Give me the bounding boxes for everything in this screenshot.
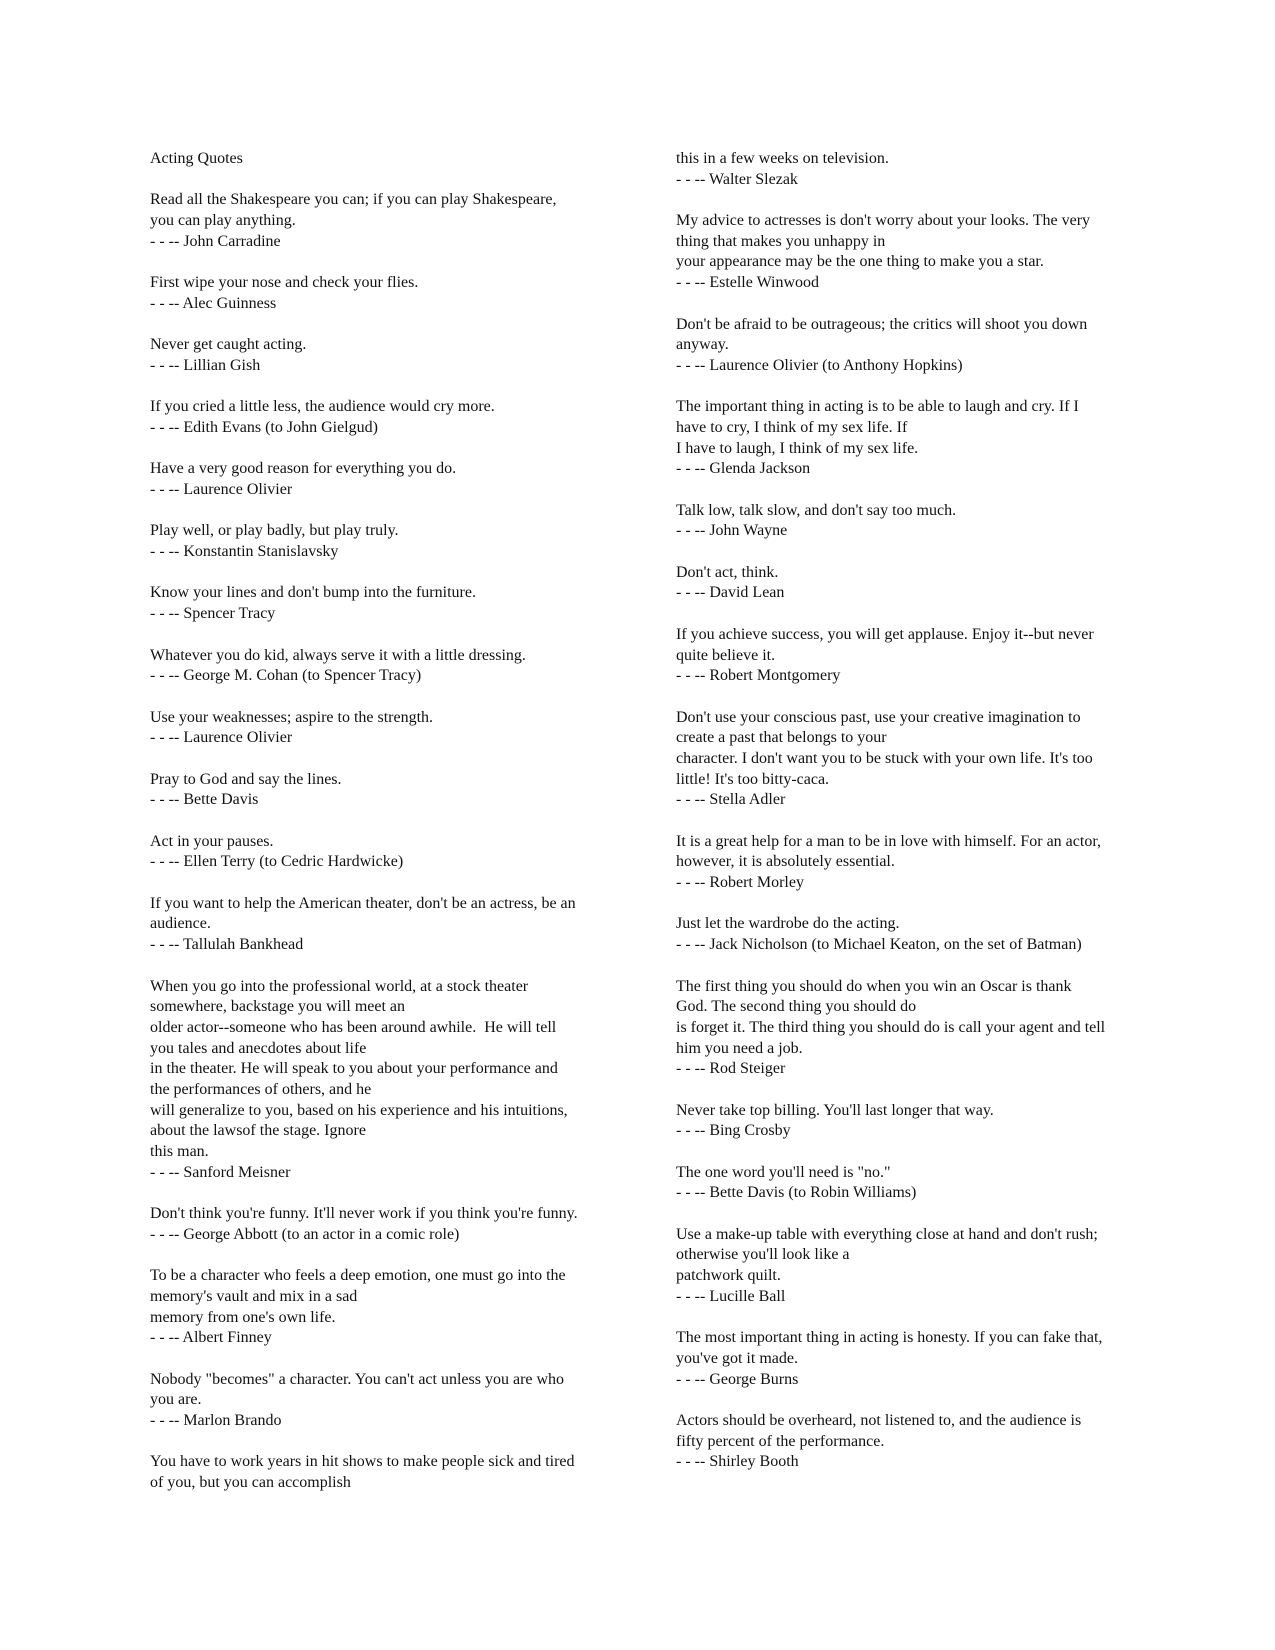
paragraph-gap xyxy=(676,604,1136,625)
quote-attribution: - - -- Robert Montgomery xyxy=(676,667,841,685)
paragraph-gap xyxy=(676,190,1136,211)
quote-block xyxy=(676,708,1136,811)
quote-text-line: will generalize to you, based on his experience and his intuitions, xyxy=(150,1101,568,1119)
quote-text-line: you tales and anecdotes about life xyxy=(150,1039,367,1057)
quote-text-line: Whatever you do kid, always serve it with a little dressing. xyxy=(150,646,526,664)
quote-block xyxy=(676,315,1136,377)
quote-block xyxy=(676,149,1136,190)
paragraph-gap xyxy=(150,377,610,398)
quote-text-line: My advice to actresses is don't worry about your looks. The very xyxy=(676,212,1091,230)
quote-text-line: The one word you'll need is "no." xyxy=(676,1163,891,1181)
paragraph-gap xyxy=(676,1204,1136,1225)
quote-attribution: - - -- Laurence Olivier (to Anthony Hopkins) xyxy=(676,356,963,374)
quote-text-line: First wipe your nose and check your flies. xyxy=(150,274,419,292)
quote-text-line: however, it is absolutely essential. xyxy=(676,853,895,871)
quote-attribution: - - -- Lucille Ball xyxy=(676,1287,786,1305)
paragraph-gap xyxy=(150,252,610,273)
quote-attribution: - - -- Bette Davis xyxy=(150,791,259,809)
paragraph-gap xyxy=(150,170,610,191)
quote-block xyxy=(676,397,1136,480)
paragraph-gap xyxy=(676,542,1136,563)
quote-block xyxy=(150,1370,610,1432)
quote-text-line: Act in your pauses. xyxy=(150,832,274,850)
quote-text-line: fifty percent of the performance. xyxy=(676,1432,885,1450)
paragraph-gap xyxy=(150,873,610,894)
paragraph-gap xyxy=(150,1349,610,1370)
quote-block xyxy=(676,977,1136,1080)
quote-text-line: this in a few weeks on television. xyxy=(676,150,889,167)
quote-attribution: - - -- Spencer Tracy xyxy=(150,605,276,623)
quote-text-line: Never take top billing. You'll last longer that way. xyxy=(676,1101,994,1119)
quote-text-line: create a past that belongs to your xyxy=(676,729,887,747)
quote-text-line: The most important thing in acting is honesty. If you can fake that, xyxy=(676,1329,1103,1347)
quote-block xyxy=(150,190,610,252)
quote-text-line: The first thing you should do when you win an Oscar is thank xyxy=(676,977,1072,995)
quote-attribution: - - -- Laurence Olivier xyxy=(150,729,293,747)
quote-text-line: Have a very good reason for everything you do. xyxy=(150,460,457,478)
paragraph-gap xyxy=(150,501,610,522)
quote-block xyxy=(150,977,610,1184)
paragraph-gap xyxy=(150,563,610,584)
quote-text-line: You have to work years in hit shows to make people sick and tired xyxy=(150,1453,575,1471)
paragraph-gap xyxy=(676,894,1136,915)
quote-text-line: thing that makes you unhappy in xyxy=(676,232,886,250)
quote-text-line: If you cried a little less, the audience would cry more. xyxy=(150,398,495,416)
quote-attribution: - - -- Lillian Gish xyxy=(150,356,261,374)
quote-text-line: little! It's too bitty-caca. xyxy=(676,770,830,788)
quote-attribution: - - -- Glenda Jackson xyxy=(676,460,811,478)
quote-attribution: - - -- Ellen Terry (to Cedric Hardwicke) xyxy=(150,853,404,871)
quote-block xyxy=(676,1328,1136,1390)
quote-text-line: To be a character who feels a deep emotion, one must go into the xyxy=(150,1267,566,1285)
quote-text-line: Talk low, talk slow, and don't say too much. xyxy=(676,501,957,519)
quote-text-line: the performances of others, and he xyxy=(150,1080,372,1098)
document-title-block xyxy=(150,149,610,170)
quote-text-line: about the lawsof the stage. Ignore xyxy=(150,1122,366,1140)
quote-block xyxy=(150,646,610,687)
quote-text-line: Pray to God and say the lines. xyxy=(150,770,342,788)
paragraph-gap xyxy=(150,687,610,708)
paragraph-gap xyxy=(676,687,1136,708)
quote-text-line: character. I don't want you to be stuck with your own life. It's too xyxy=(676,749,1093,767)
quote-attribution: - - -- John Carradine xyxy=(150,232,281,250)
quote-text-line: is forget it. The third thing you should do is call your agent and tell xyxy=(676,1018,1106,1036)
quote-text-line: quite believe it. xyxy=(676,646,776,664)
quote-text-line: When you go into the professional world, at a stock theater xyxy=(150,977,529,995)
quote-text-line: somewhere, backstage you will meet an xyxy=(150,998,406,1016)
quote-block xyxy=(676,1411,1136,1473)
quote-block xyxy=(150,459,610,500)
quote-text-line: you can play anything. xyxy=(150,212,296,230)
quote-text-line: you are. xyxy=(150,1391,202,1409)
quote-text-line: you've got it made. xyxy=(676,1349,798,1367)
quote-attribution: - - -- Marlon Brando xyxy=(150,1411,282,1429)
quote-attribution: - - -- Konstantin Stanislavsky xyxy=(150,543,339,561)
quote-attribution: - - -- Bette Davis (to Robin Williams) xyxy=(676,1184,917,1202)
quote-block xyxy=(150,273,610,314)
quote-block xyxy=(150,708,610,749)
quote-text-line: Nobody "becomes" a character. You can't act unless you are who xyxy=(150,1370,565,1388)
quote-attribution: - - -- David Lean xyxy=(676,584,785,602)
quote-text-line: otherwise you'll look like a xyxy=(676,1246,850,1264)
quote-text-line: Never get caught acting. xyxy=(150,336,307,354)
paragraph-gap xyxy=(676,811,1136,832)
paragraph-gap xyxy=(676,377,1136,398)
quote-attribution: - - -- Jack Nicholson (to Michael Keaton, on the set of Batman) xyxy=(676,936,1082,954)
quote-text-line: Don't think you're funny. It'll never work if you think you're funny. xyxy=(150,1205,578,1223)
quote-text-line: have to cry, I think of my sex life. If xyxy=(676,418,908,436)
quote-attribution: - - -- George Abbott (to an actor in a comic role) xyxy=(150,1225,460,1243)
quote-attribution: - - -- Alec Guinness xyxy=(150,294,277,312)
quote-text-line: him you need a job. xyxy=(676,1039,803,1057)
quote-text-line: If you want to help the American theater, don't be an actress, be an xyxy=(150,894,576,912)
quote-text-line: your appearance may be the one thing to make you a star. xyxy=(676,253,1044,271)
quote-attribution: - - -- Rod Steiger xyxy=(676,1060,786,1078)
quote-attribution: - - -- Albert Finney xyxy=(150,1329,272,1347)
quote-text-line: audience. xyxy=(150,915,211,933)
quote-text-line: Use a make-up table with everything close at hand and don't rush; xyxy=(676,1225,1098,1243)
quote-block xyxy=(150,832,610,873)
quote-text-line: memory's vault and mix in a sad xyxy=(150,1287,358,1305)
quote-block xyxy=(150,521,610,562)
paragraph-gap xyxy=(676,956,1136,977)
quote-attribution: - - -- Bing Crosby xyxy=(676,1122,791,1140)
paragraph-gap xyxy=(150,956,610,977)
quote-text-line: If you achieve success, you will get applause. Enjoy it--but never xyxy=(676,625,1094,643)
quote-block xyxy=(150,583,610,624)
quote-attribution: - - -- Laurence Olivier xyxy=(150,481,293,498)
quote-text-line: in the theater. He will speak to you about your performance and xyxy=(150,1060,558,1078)
paragraph-gap xyxy=(676,480,1136,501)
quote-block xyxy=(676,1163,1136,1204)
left-column xyxy=(150,149,610,1494)
paragraph-gap xyxy=(150,625,610,646)
quote-text-line: memory from one's own life. xyxy=(150,1308,336,1326)
paragraph-gap xyxy=(676,1390,1136,1411)
quote-block xyxy=(676,1101,1136,1142)
quote-block xyxy=(150,1452,610,1493)
document-title: Acting Quotes xyxy=(150,150,243,167)
quote-block xyxy=(150,335,610,376)
quote-text-line: Know your lines and don't bump into the furniture. xyxy=(150,584,476,602)
quote-text-line: Just let the wardrobe do the acting. xyxy=(676,915,900,933)
quote-block xyxy=(150,397,610,438)
quote-attribution: - - -- Sanford Meisner xyxy=(150,1163,291,1181)
paragraph-gap xyxy=(150,749,610,770)
quote-block xyxy=(150,894,610,956)
paragraph-gap xyxy=(150,811,610,832)
quote-attribution: - - -- George Burns xyxy=(676,1370,799,1388)
quote-attribution: - - -- Tallulah Bankhead xyxy=(150,936,304,954)
quote-text-line: this man. xyxy=(150,1143,209,1160)
quote-block xyxy=(150,1204,610,1245)
quote-text-line: anyway. xyxy=(676,336,729,354)
quote-text-line: Don't use your conscious past, use your creative imagination to xyxy=(676,708,1081,726)
quote-attribution: - - -- Shirley Booth xyxy=(676,1453,799,1471)
quote-block xyxy=(676,563,1136,604)
quote-text-line: God. The second thing you should do xyxy=(676,998,917,1016)
paragraph-gap xyxy=(676,1308,1136,1329)
paragraph-gap xyxy=(150,439,610,460)
quote-text-line: Don't act, think. xyxy=(676,563,779,581)
quote-text-line: Play well, or play badly, but play truly. xyxy=(150,522,399,540)
paragraph-gap xyxy=(150,1245,610,1266)
right-column xyxy=(676,149,1136,1473)
quote-attribution: - - -- Robert Morley xyxy=(676,874,804,892)
quote-attribution: - - -- George M. Cohan (to Spencer Tracy) xyxy=(150,667,422,685)
quote-block xyxy=(676,832,1136,894)
quote-text-line: I have to laugh, I think of my sex life. xyxy=(676,439,919,457)
quote-block xyxy=(676,914,1136,955)
quote-attribution: - - -- Estelle Winwood xyxy=(676,274,820,292)
quote-text-line: The important thing in acting is to be able to laugh and cry. If I xyxy=(676,398,1079,416)
quote-text-line: It is a great help for a man to be in love with himself. For an actor, xyxy=(676,832,1102,850)
quote-block xyxy=(676,501,1136,542)
paragraph-gap xyxy=(676,1080,1136,1101)
quote-text-line: Use your weaknesses; aspire to the strength. xyxy=(150,708,434,726)
quote-attribution: - - -- Walter Slezak xyxy=(676,170,798,188)
quote-text-line: older actor--someone who has been around awhile. He will tell xyxy=(150,1018,557,1036)
paragraph-gap xyxy=(150,1432,610,1453)
quote-attribution: - - -- Edith Evans (to John Gielgud) xyxy=(150,418,378,436)
quote-block xyxy=(676,625,1136,687)
paragraph-gap xyxy=(676,294,1136,315)
quote-attribution: - - -- Stella Adler xyxy=(676,791,786,809)
quote-block xyxy=(676,1225,1136,1308)
quote-block xyxy=(150,770,610,811)
paragraph-gap xyxy=(150,1183,610,1204)
quote-text-line: Don't be afraid to be outrageous; the critics will shoot you down xyxy=(676,315,1088,333)
quote-text-line: patchwork quilt. xyxy=(676,1267,781,1285)
quote-block xyxy=(150,1266,610,1349)
paragraph-gap xyxy=(150,315,610,336)
paragraph-gap xyxy=(676,1142,1136,1163)
quote-text-line: of you, but you can accomplish xyxy=(150,1474,351,1491)
quote-block xyxy=(676,211,1136,294)
quote-text-line: Read all the Shakespeare you can; if you can play Shakespeare, xyxy=(150,191,557,209)
quote-attribution: - - -- John Wayne xyxy=(676,522,788,540)
quote-text-line: Actors should be overheard, not listened to, and the audience is xyxy=(676,1411,1082,1429)
